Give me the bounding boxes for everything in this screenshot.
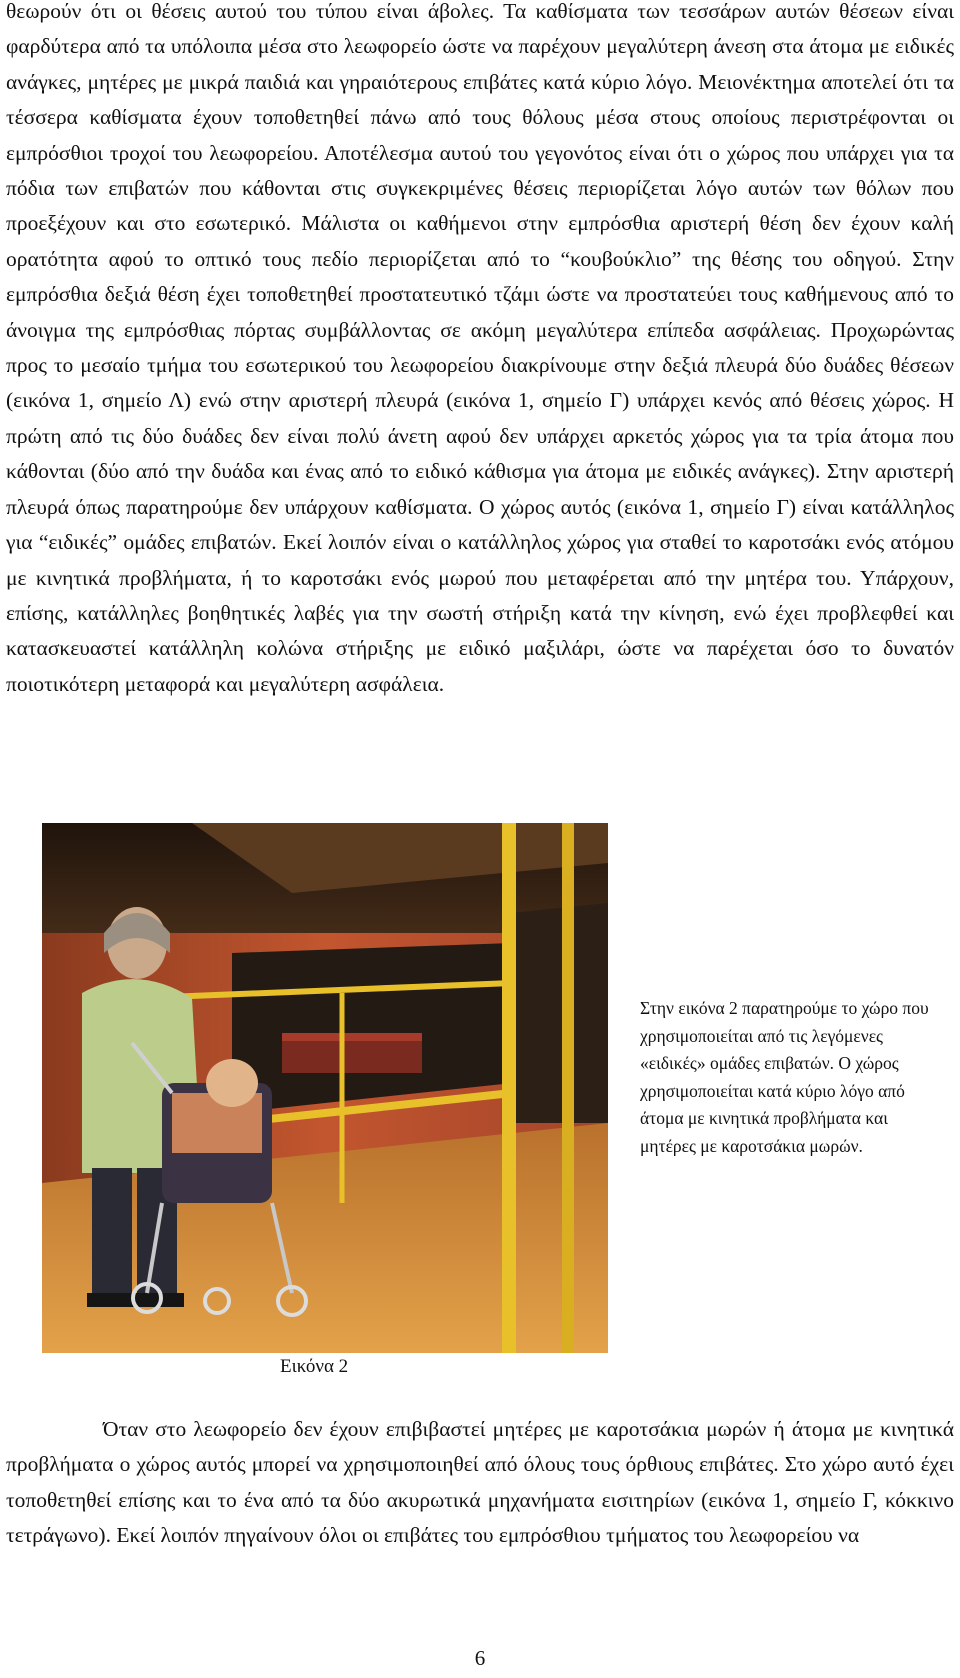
body-paragraph: θεωρούν ότι οι θέσεις αυτού του τύπου είναι άβολες. Τα καθίσματα των τεσσάρων αυτών θέσεων είναι φαρδύτερα από τα υπόλοιπα μέσα στο λεωφορείο ώστε να παρέχουν μεγαλύτερη άνεση στα άτομα με ειδικές ανάγκες, μητέρες με μικρά παιδιά και γηραιότερους επιβάτες κατά κύριο λόγο. Μειονέκτημα αποτελεί ότι τα τέσσερα καθίσματα έχουν τοποθετηθεί πάνω από τους θόλους μέσα στους οποίους περιστρέφονται οι εμπρόσθιοι τροχοί του λεωφορείου. Αποτέλεσμα αυτού του γεγονότος είναι ότι ο χώρος που υπάρχει για τα πόδια των επιβατών που κάθονται στις συγκεκριμένες θέσεις περιορίζεται λόγο αυτών των θόλων που προεξέχουν και στο εσωτερικό. Μάλιστα οι καθήμενοι στην εμπρόσθια αριστερή θέση δεν έχουν καλή ορατότητα αφού το οπτικό τους πεδίο περιορίζεται από το “κουβούκλιο” της θέσης του οδηγού. Στην εμπρόσθια δεξιά θέση έχει τοποθετηθεί προστατευτικό τζάμι ώστε να προστατεύει τους καθήμενους από το άνοιγμα της εμπρόσθιας πόρτας συμβάλλοντας σε ακόμη μεγαλύτερα επίπεδα ασφάλειας. Προχωρώντας προς το μεσαίο τμήμα του εσωτερικού του λεωφορείου διακρίνουμε στην δεξιά πλευρά δύο δυάδες θέσεων (εικόνα 1, σημείο Λ) ενώ στην αριστερή πλευρά (εικόνα 1, σημείο Γ) υπάρχει κενός από θέσεις χώρος. Η πρώτη από τις δύο δυάδες δεν είναι πολύ άνετη αφού δεν υπάρχει αρκετός χώρος για τα τρία άτομα που κάθονται (δύο από την δυάδα και ένας από το ειδικό κάθισμα για άτομα με ειδικές ανάγκες). Στην αριστερή πλευρά όπως παρατηρούμε δεν υπάρχουν καθίσματα. Ο χώρος αυτός (εικόνα 1, σημείο Γ) είναι κατάλληλος για “ειδικές” ομάδες επιβατών. Εκεί λοιπόν είναι ο κατάλληλος χώρος για σταθεί το καροτσάκι ενός ατόμου με κινητικά προβλήματα, ή το καροτσάκι ενός μωρού που μεταφέρεται από την μητέρα του. Υπάρχουν, επίσης, κατάλληλες βοηθητικές λαβές για την σωστή στήριξη κατά την κίνηση, ενώ έχει προβλεφθεί και κατασκευαστεί κατάλληλη κολώνα στήριξης με ειδικό μαξιλάρι, ώστε να παρέχεται όσο το δυνατόν ποιοτικότερη μεταφορά και μεγαλύτερη ασφάλεια. [6, 0, 954, 696]
photo-illustration [42, 823, 608, 1353]
figure-side-caption: Στην εικόνα 2 παρατηρούμε το χώρο που χρησιμοποιείται από τις λεγόμενες «ειδικές» ομάδες επιβατών. Ο χώρος χρησιμοποιείται κατά κύριο λόγο από άτομα με κινητικά προβλήματα και μητέρες με καροτσάκια μωρών. [640, 998, 929, 1156]
figure-label: Εικόνα 2 [280, 1356, 349, 1377]
bus-interior-photo [42, 823, 608, 1353]
body-paragraph-2: Όταν στο λεωφορείο δεν έχουν επιβιβαστεί μητέρες με καροτσάκια μωρών ή άτομα με κινητικά προβλήματα ο χώρος αυτός μπορεί να χρησιμοποιηθεί από όλους τους όρθιους επιβάτες. Στο χώρο αυτό έχει τοποθετηθεί επίσης και το ένα από τα δύο ακυρωτικά μηχανήματα εισιτηρίων (εικόνα 1, σημείο Γ, κόκκινο τετράγωνο). Εκεί λοιπόν πηγαίνουν όλοι οι επιβάτες του εμπρόσθιου τμήματος του λεωφορείου να [6, 1417, 954, 1548]
page-number: 6 [474, 1646, 486, 1670]
